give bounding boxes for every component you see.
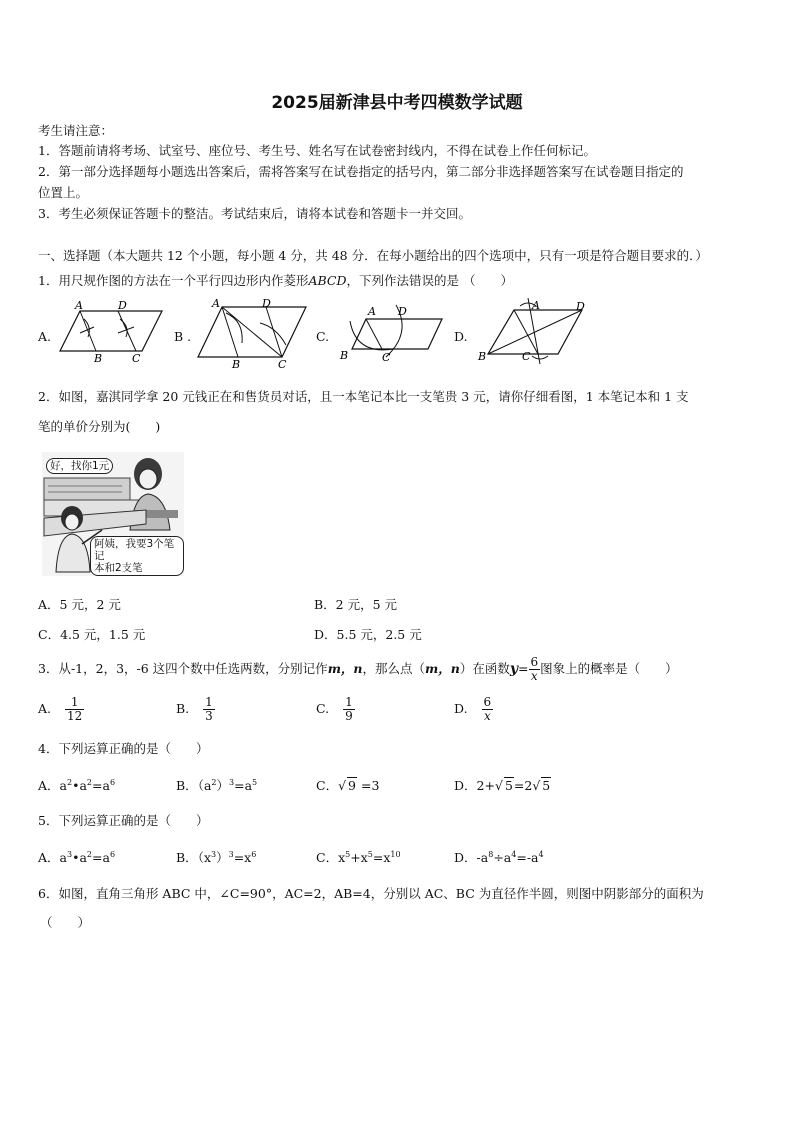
q1c-label-C: C <box>382 351 391 364</box>
q3-option-c-frac: $\frac{1}{9}$ <box>345 695 353 723</box>
q5-stem: 5．下列运算正确的是（ ） <box>38 813 209 828</box>
q1-option-a-label: A. <box>38 329 52 344</box>
q3-stem-pre: 3．从-1，2，3，-6 这四个数中任选两数，分别记作 <box>38 661 328 676</box>
q1a-label-A: A <box>75 299 83 312</box>
q1-figure-d <box>474 296 594 368</box>
q3-option-b-frac: $\frac{1}{3}$ <box>205 695 213 723</box>
q2-option-a: A．5 元，2 元 <box>38 597 121 612</box>
q1d-label-C: C <box>522 350 531 363</box>
q1-stem <box>38 271 513 289</box>
q3-option-a <box>38 692 84 726</box>
q3-equals: = <box>518 661 529 676</box>
q2-bubble-student <box>90 536 184 576</box>
q2-option-b: B．2 元，5 元 <box>314 597 398 612</box>
q3-option-b <box>176 692 215 726</box>
q3-option-a-frac: $\frac{1}{12}$ <box>67 695 83 723</box>
q2-bubble-student-line2: 本和2支笔 <box>94 562 143 574</box>
q3-var-mn: m，n <box>327 661 363 676</box>
q3-option-d-frac: $\frac{6}{x}$ <box>483 695 492 723</box>
notice-item-2-cont: 位置上。 <box>38 185 89 200</box>
q1-option-d-label: D. <box>454 329 468 344</box>
section-heading: 一、选择题（本大题共 12 个小题，每小题 4 分，共 48 分．在每小题给出的四个选项中，只有一项是符合题目要求的．） <box>38 248 708 263</box>
q1d-label-D: D <box>576 300 585 313</box>
q1a-label-B: B <box>94 352 103 365</box>
q1a-label-C: C <box>132 352 141 365</box>
q5-option-c: C．$x^5+x^5=x^{10}$ <box>316 849 401 865</box>
q2-stem-line1: 2．如图，嘉淇同学拿 20 元钱正在和售货员对话，且一本笔记本比一支笔贵 3 元，请你仔细看图，1 本笔记本和 1 支 <box>38 389 689 404</box>
q1b-label-C: C <box>278 358 287 369</box>
q3-func-num: 6 <box>530 655 539 669</box>
q4-option-b: B．$(a^2)^3=a^5$ <box>176 777 258 793</box>
notice-heading: 考生请注意： <box>38 123 114 138</box>
q1d-label-B: B <box>478 350 487 363</box>
q4-stem: 4．下列运算正确的是（ ） <box>38 741 209 756</box>
q1-figure-a <box>58 297 168 365</box>
q5-option-a: A．$a^3•a^2=a^6$ <box>38 849 116 865</box>
q1c-label-A: A <box>368 305 376 318</box>
q4-option-c: C．√ 9 =3 <box>316 778 380 793</box>
page-title: 2025届新津县中考四模数学试题 <box>271 93 523 113</box>
q1b-label-A: A <box>212 297 220 310</box>
q1-figure-c <box>336 299 446 367</box>
q1-figure-b <box>196 297 312 369</box>
q1b-label-B: B <box>232 358 241 369</box>
q3-func-den: x <box>530 669 538 683</box>
q2-stem-line2: 笔的单价分别为( ) <box>38 419 161 434</box>
q3-var-y: y <box>509 661 519 677</box>
q1-stem-var: ABCD <box>308 273 347 288</box>
q6-stem-line2: （ ） <box>40 915 91 930</box>
q3-option-d-label: D. <box>454 701 468 716</box>
q6-stem-line1: 6．如图，直角三角形 ABC 中，∠C=90°，AC=2，AB=4，分别以 AC、BC 为直径作半圆，则图中阴影部分的面积为 <box>38 886 704 901</box>
q1-stem-post: ，下列作法错误的是 （ ） <box>346 273 513 288</box>
q1b-label-D: D <box>262 297 271 310</box>
q3-option-a-label: A. <box>38 701 52 716</box>
q1-option-c-label: C. <box>316 329 330 344</box>
q5-option-b: B．$(x^3)^3=x^6$ <box>176 849 257 865</box>
notice-item-3: 3．考生必须保证答题卡的整洁。考试结束后，请将本试卷和答题卡一并交回。 <box>38 206 471 221</box>
q3-stem-mid: ，那么点（ <box>362 661 426 676</box>
q1-stem-pre: 1．用尺规作图的方法在一个平行四边形内作菱形 <box>38 273 309 288</box>
q5-option-d: D．$-a^8\div a^4=-a^4$ <box>454 849 544 865</box>
q3-stem <box>38 654 678 684</box>
q1c-label-B: B <box>340 349 349 362</box>
q4-option-a: A．$a^2•a^2=a^6$ <box>38 777 116 793</box>
q3-var-mn-2: m，n <box>425 661 460 676</box>
q3-stem-mid2: ）在函数 <box>459 661 510 676</box>
q1d-label-A: A <box>532 299 540 312</box>
q3-option-c-label: C. <box>316 701 330 716</box>
q2-option-c: C．4.5 元，1.5 元 <box>38 627 146 642</box>
q2-option-d: D．5.5 元，2.5 元 <box>314 627 422 642</box>
q3-function-fraction <box>529 656 541 683</box>
q4-option-d: D．2+√ 5=2√ 5 <box>454 778 551 793</box>
notice-item-1: 1．答题前请将考场、试室号、座位号、考生号、姓名写在试卷密封线内，不得在试卷上作任何标记。 <box>38 143 596 158</box>
q1-option-b-label: B . <box>174 329 192 344</box>
q2-bubble-student-line1: 阿姨，我要3个笔记 <box>94 538 175 562</box>
q1c-label-D: D <box>398 305 407 318</box>
q2-illustration <box>42 452 184 576</box>
q3-option-d <box>454 692 493 726</box>
q3-stem-post: 图象上的概率是（ ） <box>540 661 678 676</box>
q3-option-c <box>316 692 355 726</box>
q2-bubble-clerk: 好，找你1元 <box>46 458 113 474</box>
notice-item-2: 2．第一部分选择题每小题选出答案后，需将答案写在试卷指定的括号内，第二部分非选择题答案写在试卷题目指定的 <box>38 164 684 179</box>
q3-option-b-label: B. <box>176 701 190 716</box>
q1a-label-D: D <box>118 299 127 312</box>
